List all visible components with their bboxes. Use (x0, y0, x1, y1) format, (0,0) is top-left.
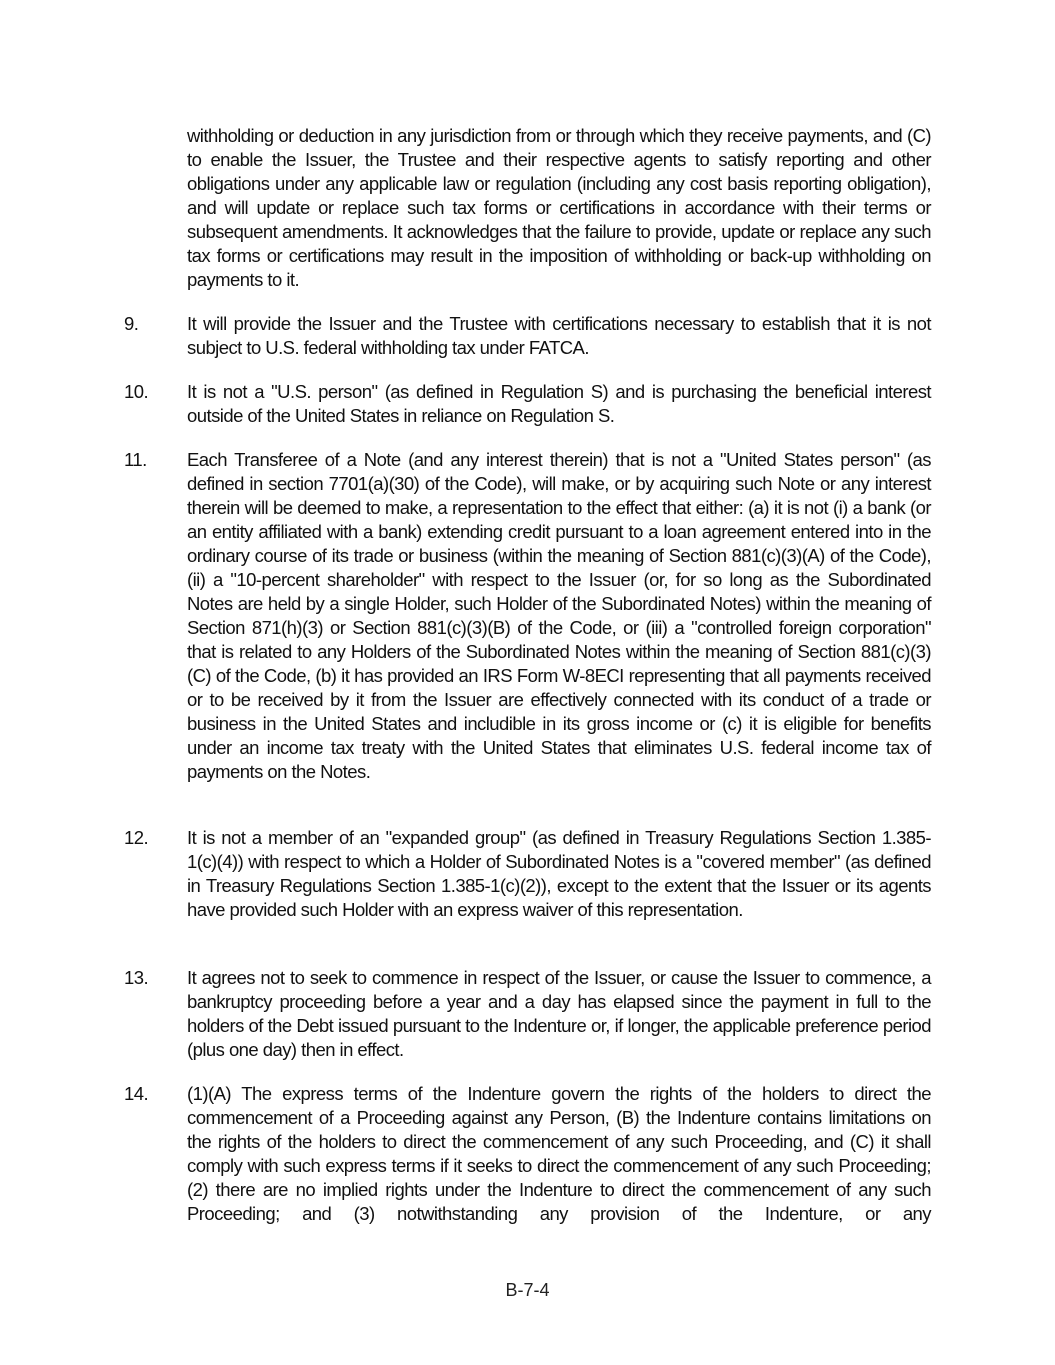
item-number: 13. (124, 967, 149, 988)
item-number: 9. (124, 313, 139, 334)
list-item-13 (124, 966, 931, 1062)
item-number: 11. (124, 449, 147, 470)
list-item-11 (124, 448, 931, 784)
item-number: 12. (124, 827, 149, 848)
list-item-14 (124, 1082, 931, 1226)
item-text: It will provide the Issuer and the Trustee with certifications necessary to establish that it is not subject to U.S. federal withholding tax under FATCA. (187, 313, 931, 358)
item-text: Each Transferee of a Note (and any interest therein) that is not a "United States person" (as defined in section 7701(a)(30) of the Code), will make, or by acquiring such Note or any interest therein will be deemed to make, a representation to the effect that either: (a) it is not (i) a bank (or an entity affiliated with a bank) extending credit pursuant to a loan agreement entered into in the ordinary course of its trade or business (within the meaning of Section 881(c)(3)(A) of the Code), (ii) a "10-percent shareholder" with respect to the Issuer (or, for so long as the Subordinated Notes are held by a single Holder, such Holder of the Subordinated Notes) within the meaning of Section 871(h)(3) or Section 881(c)(3)(B) of the Code, or (iii) a "controlled foreign corporation" that is related to any Holders of the Subordinated Notes within the meaning of Section 881(c)(3)(C) of the Code, (b) it has provided an IRS Form W-8ECI representing that all payments received or to be received by it from the Issuer are effectively connected with its conduct of a trade or business in the United States and includible in its gross income or (c) it is eligible for benefits under an income tax treaty with the United States that eliminates U.S. federal income tax of payments on the Notes. (187, 449, 931, 782)
item-text: It is not a member of an "expanded group" (as defined in Treasury Regulations Section 1.385-1(c)(4)) with respect to which a Holder of Subordinated Notes is a "covered member" (as defined in Treasury Regulations Section 1.385-1(c)(2)), except to the extent that the Issuer or its agents have provided such Holder with an express waiver of this representation. (187, 827, 931, 920)
page-number: B-7-4 (505, 1280, 550, 1300)
item-text: It agrees not to seek to commence in respect of the Issuer, or cause the Issuer to commence, a bankruptcy proceeding before a year and a day has elapsed since the payment in full to the holders of the Debt issued pursuant to the Indenture or, if longer, the applicable preference period (plus one day) then in effect. (187, 967, 931, 1060)
item-text: (1)(A) The express terms of the Indenture govern the rights of the holders to direct the commencement of a Proceeding against any Person, (B) the Indenture contains limitations on the rights of the holders to direct the commencement of any such Proceeding, and (C) it shall comply with such express terms if it seeks to direct the commencement of any such Proceeding; (2) there are no implied rights under the Indenture to direct the commencement of any such Proceeding; and (3) notwithstanding any provision of the Indenture, or any (187, 1083, 931, 1224)
list-item-10 (124, 380, 931, 428)
item-number: 10. (124, 381, 149, 402)
list-item-12 (124, 826, 931, 922)
continuation-paragraph: withholding or deduction in any jurisdiction from or through which they receive payments, and (C) to enable the Issuer, the Trustee and their respective agents to satisfy reporting and other obligations under any applicable law or regulation (including any cost basis reporting obligation), and will update or replace such tax forms or certifications in accordance with their terms or subsequent amendments. It acknowledges that the failure to provide, update or replace any such tax forms or certifications may result in the imposition of withholding or back-up withholding on payments to it. (187, 125, 931, 290)
list-item-9 (124, 312, 931, 360)
item-number: 14. (124, 1083, 149, 1104)
item-text: It is not a "U.S. person" (as defined in Regulation S) and is purchasing the beneficial interest outside of the United States in reliance on Regulation S. (187, 381, 931, 426)
